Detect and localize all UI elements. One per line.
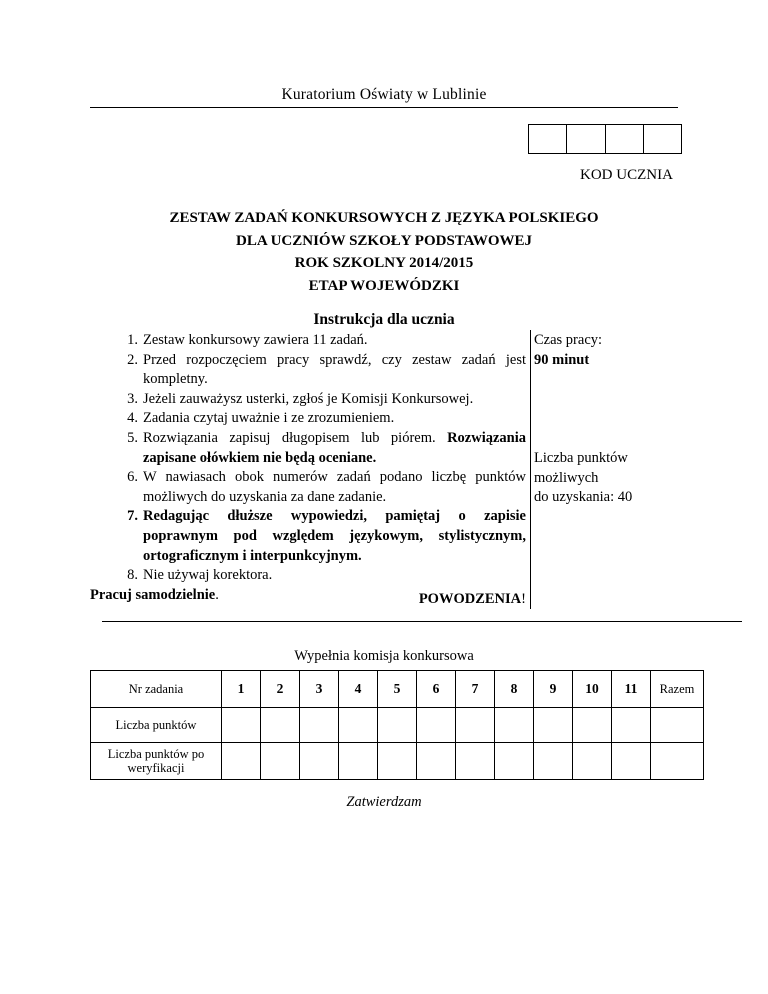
verified-score-cell[interactable] <box>300 743 339 780</box>
score-cell[interactable] <box>534 708 573 743</box>
instruction-item: 6. W nawiasach obok numerów zadań podano liczbę punktów możliwych do uzyskania za dane zadanie. <box>127 469 526 505</box>
verified-score-cell[interactable] <box>534 743 573 780</box>
title-line: ZESTAW ZADAŃ KONKURSOWYCH Z JĘZYKA POLSKIEGO <box>169 210 599 226</box>
row-header-points: Liczba punktów <box>91 708 222 743</box>
total-header: Razem <box>651 671 704 708</box>
time-value: 90 minut <box>534 352 590 368</box>
verified-score-cell[interactable] <box>612 743 651 780</box>
row-header-task: Nr zadania <box>91 671 222 708</box>
student-code-cell[interactable] <box>606 125 644 153</box>
score-cell[interactable] <box>339 708 378 743</box>
approval-text: Zatwierdzam <box>346 794 422 810</box>
task-number: 2 <box>261 671 300 708</box>
verified-score-cell[interactable] <box>378 743 417 780</box>
student-code-cell[interactable] <box>567 125 605 153</box>
score-cell[interactable] <box>573 708 612 743</box>
table-row <box>91 671 704 708</box>
table-row <box>91 743 704 780</box>
student-code-boxes <box>528 124 682 154</box>
instructions-divider <box>530 330 531 609</box>
score-cell[interactable] <box>456 708 495 743</box>
score-cell[interactable] <box>300 708 339 743</box>
score-cell[interactable] <box>495 708 534 743</box>
verified-score-cell[interactable] <box>339 743 378 780</box>
section-divider <box>102 621 742 622</box>
task-number: 10 <box>573 671 612 708</box>
work-alone-note: Pracuj samodzielnie. <box>90 586 219 603</box>
instruction-item: 3. Jeżeli zauważysz usterki, zgłoś je Komisji Konkursowej. <box>127 390 474 407</box>
title-line: ETAP WOJEWÓDZKI <box>308 277 460 294</box>
points-label-line2: możliwych <box>534 470 599 486</box>
score-cell[interactable] <box>222 708 261 743</box>
task-number: 4 <box>339 671 378 708</box>
verified-score-cell[interactable] <box>456 743 495 780</box>
instruction-item: 2. Przed rozpoczęciem pracy sprawdź, czy zestaw zadań jest kompletny. <box>127 351 526 388</box>
instructions-title: Instrukcja dla ucznia <box>313 311 455 328</box>
task-number: 5 <box>378 671 417 708</box>
good-luck-text: POWODZENIA! <box>418 591 526 607</box>
verified-score-cell[interactable] <box>261 743 300 780</box>
instructions-list <box>90 331 526 605</box>
scores-table <box>90 670 704 780</box>
document-title-block <box>0 207 768 297</box>
title-line: DLA UCZNIÓW SZKOŁY PODSTAWOWEJ <box>235 232 533 249</box>
score-cell[interactable] <box>417 708 456 743</box>
organization-header: Kuratorium Oświaty w Lublinie <box>281 86 487 103</box>
instruction-item: 1. Zestaw konkursowy zawiera 11 zadań. <box>127 332 368 348</box>
title-line: ROK SZKOLNY 2014/2015 <box>294 255 474 271</box>
time-label: Czas pracy: <box>534 332 603 348</box>
task-number: 1 <box>222 671 261 708</box>
task-number: 3 <box>300 671 339 708</box>
verified-score-cell[interactable] <box>222 743 261 780</box>
total-score-cell[interactable] <box>651 708 704 743</box>
verified-score-cell[interactable] <box>495 743 534 780</box>
row-header-verified: Liczba punktów po weryfikacji <box>91 743 222 780</box>
student-code-cell[interactable] <box>644 125 681 153</box>
instruction-item: 5. Rozwiązania zapisuj długopisem lub piórem. Rozwiązania zapisane ołówkiem nie będą oceniane. <box>127 429 527 466</box>
table-row <box>91 708 704 743</box>
task-number: 11 <box>612 671 651 708</box>
verified-score-cell[interactable] <box>573 743 612 780</box>
task-number: 8 <box>495 671 534 708</box>
instruction-item: 4. Zadania czytaj uważnie i ze zrozumieniem. <box>127 410 395 427</box>
task-number: 7 <box>456 671 495 708</box>
commission-title: Wypełnia komisja konkursowa <box>294 648 474 664</box>
student-code-label: KOD UCZNIA <box>580 167 673 183</box>
instruction-item: 7. Redagując dłuższe wypowiedzi, pamiętaj o zapisie poprawnym pod względem językowym, stylistycznym, ortograficznym i interpunkcyjnym. <box>127 508 526 564</box>
student-code-cell[interactable] <box>529 125 567 153</box>
points-label-line1: Liczba punktów <box>534 450 628 466</box>
task-number: 6 <box>417 671 456 708</box>
score-cell[interactable] <box>612 708 651 743</box>
header-divider <box>90 107 678 108</box>
verified-total-cell[interactable] <box>651 743 704 780</box>
task-number: 9 <box>534 671 573 708</box>
score-cell[interactable] <box>261 708 300 743</box>
instruction-item: 8. Nie używaj korektora. <box>127 567 273 584</box>
score-cell[interactable] <box>378 708 417 743</box>
points-label-line3: do uzyskania: 40 <box>534 489 633 505</box>
verified-score-cell[interactable] <box>417 743 456 780</box>
